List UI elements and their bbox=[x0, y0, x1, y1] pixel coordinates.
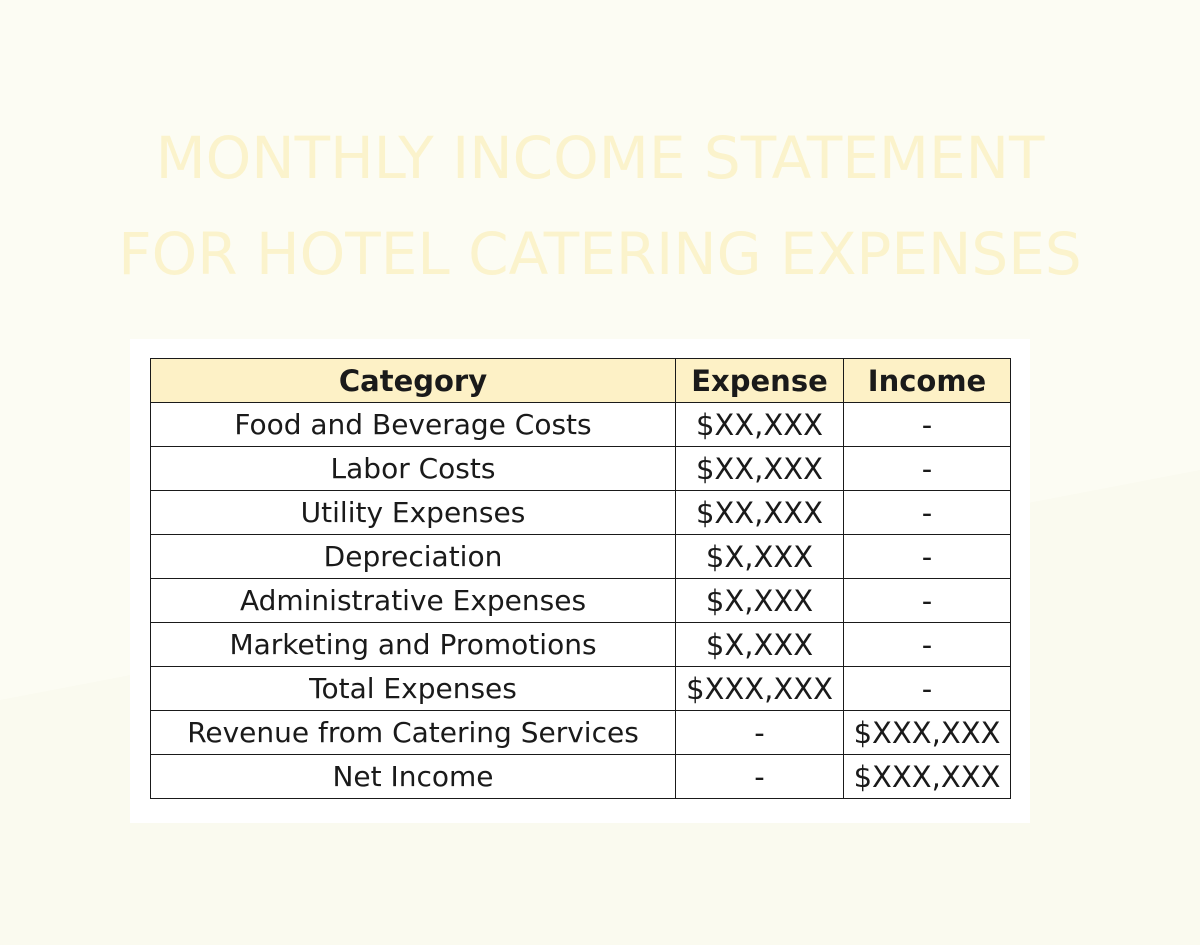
expense-cell: $XX,XXX bbox=[676, 447, 844, 491]
category-cell: Utility Expenses bbox=[151, 491, 676, 535]
table-row bbox=[151, 579, 1011, 623]
income-cell: $XXX,XXX bbox=[844, 755, 1011, 799]
income-cell: - bbox=[844, 579, 1011, 623]
expense-cell: $XX,XXX bbox=[676, 403, 844, 447]
header-expense: Expense bbox=[676, 359, 844, 403]
table-row bbox=[151, 667, 1011, 711]
category-cell: Depreciation bbox=[151, 535, 676, 579]
expense-cell: - bbox=[676, 711, 844, 755]
category-cell: Labor Costs bbox=[151, 447, 676, 491]
expense-cell: $X,XXX bbox=[676, 579, 844, 623]
category-cell: Food and Beverage Costs bbox=[151, 403, 676, 447]
table-row bbox=[151, 711, 1011, 755]
table-row bbox=[151, 535, 1011, 579]
table-row bbox=[151, 755, 1011, 799]
title-line-1: MONTHLY INCOME STATEMENT bbox=[155, 124, 1045, 192]
income-cell: - bbox=[844, 623, 1011, 667]
income-cell: - bbox=[844, 403, 1011, 447]
category-cell: Revenue from Catering Services bbox=[151, 711, 676, 755]
income-cell: - bbox=[844, 491, 1011, 535]
category-cell: Total Expenses bbox=[151, 667, 676, 711]
header-income: Income bbox=[844, 359, 1011, 403]
table-row bbox=[151, 491, 1011, 535]
table-row bbox=[151, 623, 1011, 667]
category-cell: Marketing and Promotions bbox=[151, 623, 676, 667]
income-cell: - bbox=[844, 447, 1011, 491]
table-row bbox=[151, 447, 1011, 491]
category-cell: Administrative Expenses bbox=[151, 579, 676, 623]
expense-cell: $XXX,XXX bbox=[676, 667, 844, 711]
page-title bbox=[0, 110, 1200, 302]
title-line-2: FOR HOTEL CATERING EXPENSES bbox=[118, 220, 1082, 288]
header-category: Category bbox=[151, 359, 676, 403]
expense-cell: $X,XXX bbox=[676, 623, 844, 667]
expense-cell: - bbox=[676, 755, 844, 799]
income-statement-table bbox=[150, 358, 1011, 799]
income-cell: - bbox=[844, 535, 1011, 579]
table-header-row bbox=[151, 359, 1011, 403]
table-row bbox=[151, 403, 1011, 447]
category-cell: Net Income bbox=[151, 755, 676, 799]
expense-cell: $XX,XXX bbox=[676, 491, 844, 535]
expense-cell: $X,XXX bbox=[676, 535, 844, 579]
income-cell: $XXX,XXX bbox=[844, 711, 1011, 755]
income-cell: - bbox=[844, 667, 1011, 711]
